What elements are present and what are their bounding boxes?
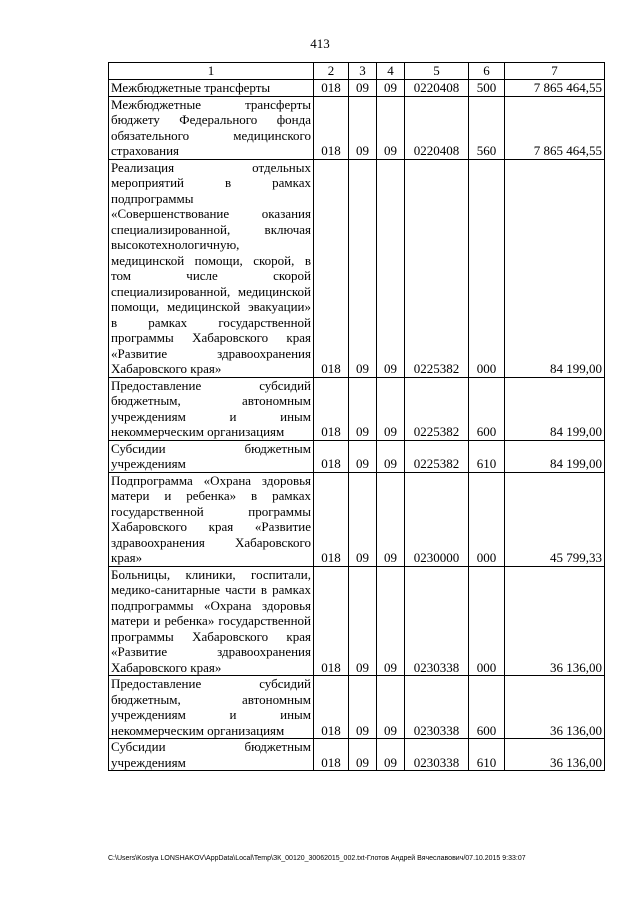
column-header: 7 — [505, 63, 605, 80]
ministry-code: 018 — [314, 472, 349, 566]
column-header: 3 — [349, 63, 377, 80]
target-code: 0230338 — [405, 676, 469, 739]
ministry-code: 018 — [314, 676, 349, 739]
amount: 45 799,33 — [505, 472, 605, 566]
section-code: 09 — [349, 739, 377, 771]
file-path-footer: C:\Users\Kostya LONSHAKOV\AppData\Local\Temp\ЗК_00120_30062015_002.txt-Глотов Андрей Вячеславович/07.10.2015 9:33:07 — [108, 855, 526, 862]
subsection-code: 09 — [377, 566, 405, 676]
subsection-code: 09 — [377, 739, 405, 771]
amount: 84 199,00 — [505, 159, 605, 377]
amount: 36 136,00 — [505, 739, 605, 771]
column-header: 6 — [469, 63, 505, 80]
row-name: Межбюджетные трансферты бюджету Федерального фонда обязательного медицинского страхования — [109, 96, 314, 159]
expense-type-code: 000 — [469, 159, 505, 377]
subsection-code: 09 — [377, 440, 405, 472]
row-name: Субсидии бюджетным учреждениям — [109, 440, 314, 472]
section-code: 09 — [349, 472, 377, 566]
expense-type-code: 610 — [469, 739, 505, 771]
subsection-code: 09 — [377, 472, 405, 566]
section-code: 09 — [349, 566, 377, 676]
expense-type-code: 500 — [469, 80, 505, 97]
table-row — [109, 676, 605, 739]
table-row — [109, 96, 605, 159]
column-header: 4 — [377, 63, 405, 80]
subsection-code: 09 — [377, 159, 405, 377]
subsection-code: 09 — [377, 80, 405, 97]
amount: 84 199,00 — [505, 377, 605, 440]
ministry-code: 018 — [314, 566, 349, 676]
expense-type-code: 000 — [469, 472, 505, 566]
target-code: 0230000 — [405, 472, 469, 566]
row-name: Больницы, клиники, госпитали, медико-санитарные части в рамках подпрограммы «Охрана здоровья матери и ребенка» государственной программы Хабаровского края «Развитие здравоохранения Хабаровского края» — [109, 566, 314, 676]
ministry-code: 018 — [314, 96, 349, 159]
expense-type-code: 560 — [469, 96, 505, 159]
budget-table — [108, 62, 605, 771]
section-code: 09 — [349, 440, 377, 472]
target-code: 0230338 — [405, 739, 469, 771]
table-row — [109, 159, 605, 377]
row-name: Субсидии бюджетным учреждениям — [109, 739, 314, 771]
amount: 84 199,00 — [505, 440, 605, 472]
target-code: 0225382 — [405, 440, 469, 472]
ministry-code: 018 — [314, 739, 349, 771]
target-code: 0230338 — [405, 566, 469, 676]
expense-type-code: 610 — [469, 440, 505, 472]
subsection-code: 09 — [377, 377, 405, 440]
ministry-code: 018 — [314, 440, 349, 472]
ministry-code: 018 — [314, 159, 349, 377]
column-header: 2 — [314, 63, 349, 80]
table-header-row — [109, 63, 605, 80]
section-code: 09 — [349, 80, 377, 97]
table-row — [109, 80, 605, 97]
section-code: 09 — [349, 676, 377, 739]
amount: 36 136,00 — [505, 676, 605, 739]
row-name: Предоставление субсидий бюджетным, автономным учреждениям и иным некоммерческим организациям — [109, 377, 314, 440]
subsection-code: 09 — [377, 96, 405, 159]
subsection-code: 09 — [377, 676, 405, 739]
table-row — [109, 377, 605, 440]
ministry-code: 018 — [314, 377, 349, 440]
page-number: 413 — [310, 36, 330, 51]
amount: 36 136,00 — [505, 566, 605, 676]
table-row — [109, 566, 605, 676]
target-code: 0225382 — [405, 377, 469, 440]
ministry-code: 018 — [314, 80, 349, 97]
row-name: Реализация отдельных мероприятий в рамках подпрограммы «Совершенствование оказания специализированной, включая высокотехнологичную, медицинской помощи, скорой, в том числе скорой специализированной, медицинской помощи, медицинской эвакуации» в рамках государственной программы Хабаровского края «Развитие здравоохранения Хабаровского края» — [109, 159, 314, 377]
table-row — [109, 472, 605, 566]
row-name: Подпрограмма «Охрана здоровья матери и ребенка» в рамках государственной программы Хабаровского края «Развитие здравоохранения Хабаровского края» — [109, 472, 314, 566]
section-code: 09 — [349, 159, 377, 377]
target-code: 0220408 — [405, 96, 469, 159]
table-row — [109, 739, 605, 771]
section-code: 09 — [349, 377, 377, 440]
column-header: 1 — [109, 63, 314, 80]
section-code: 09 — [349, 96, 377, 159]
target-code: 0220408 — [405, 80, 469, 97]
expense-type-code: 000 — [469, 566, 505, 676]
target-code: 0225382 — [405, 159, 469, 377]
column-header: 5 — [405, 63, 469, 80]
expense-type-code: 600 — [469, 676, 505, 739]
amount: 7 865 464,55 — [505, 80, 605, 97]
expense-type-code: 600 — [469, 377, 505, 440]
amount: 7 865 464,55 — [505, 96, 605, 159]
row-name: Межбюджетные трансферты — [109, 80, 314, 97]
table-row — [109, 440, 605, 472]
row-name: Предоставление субсидий бюджетным, автономным учреждениям и иным некоммерческим организациям — [109, 676, 314, 739]
